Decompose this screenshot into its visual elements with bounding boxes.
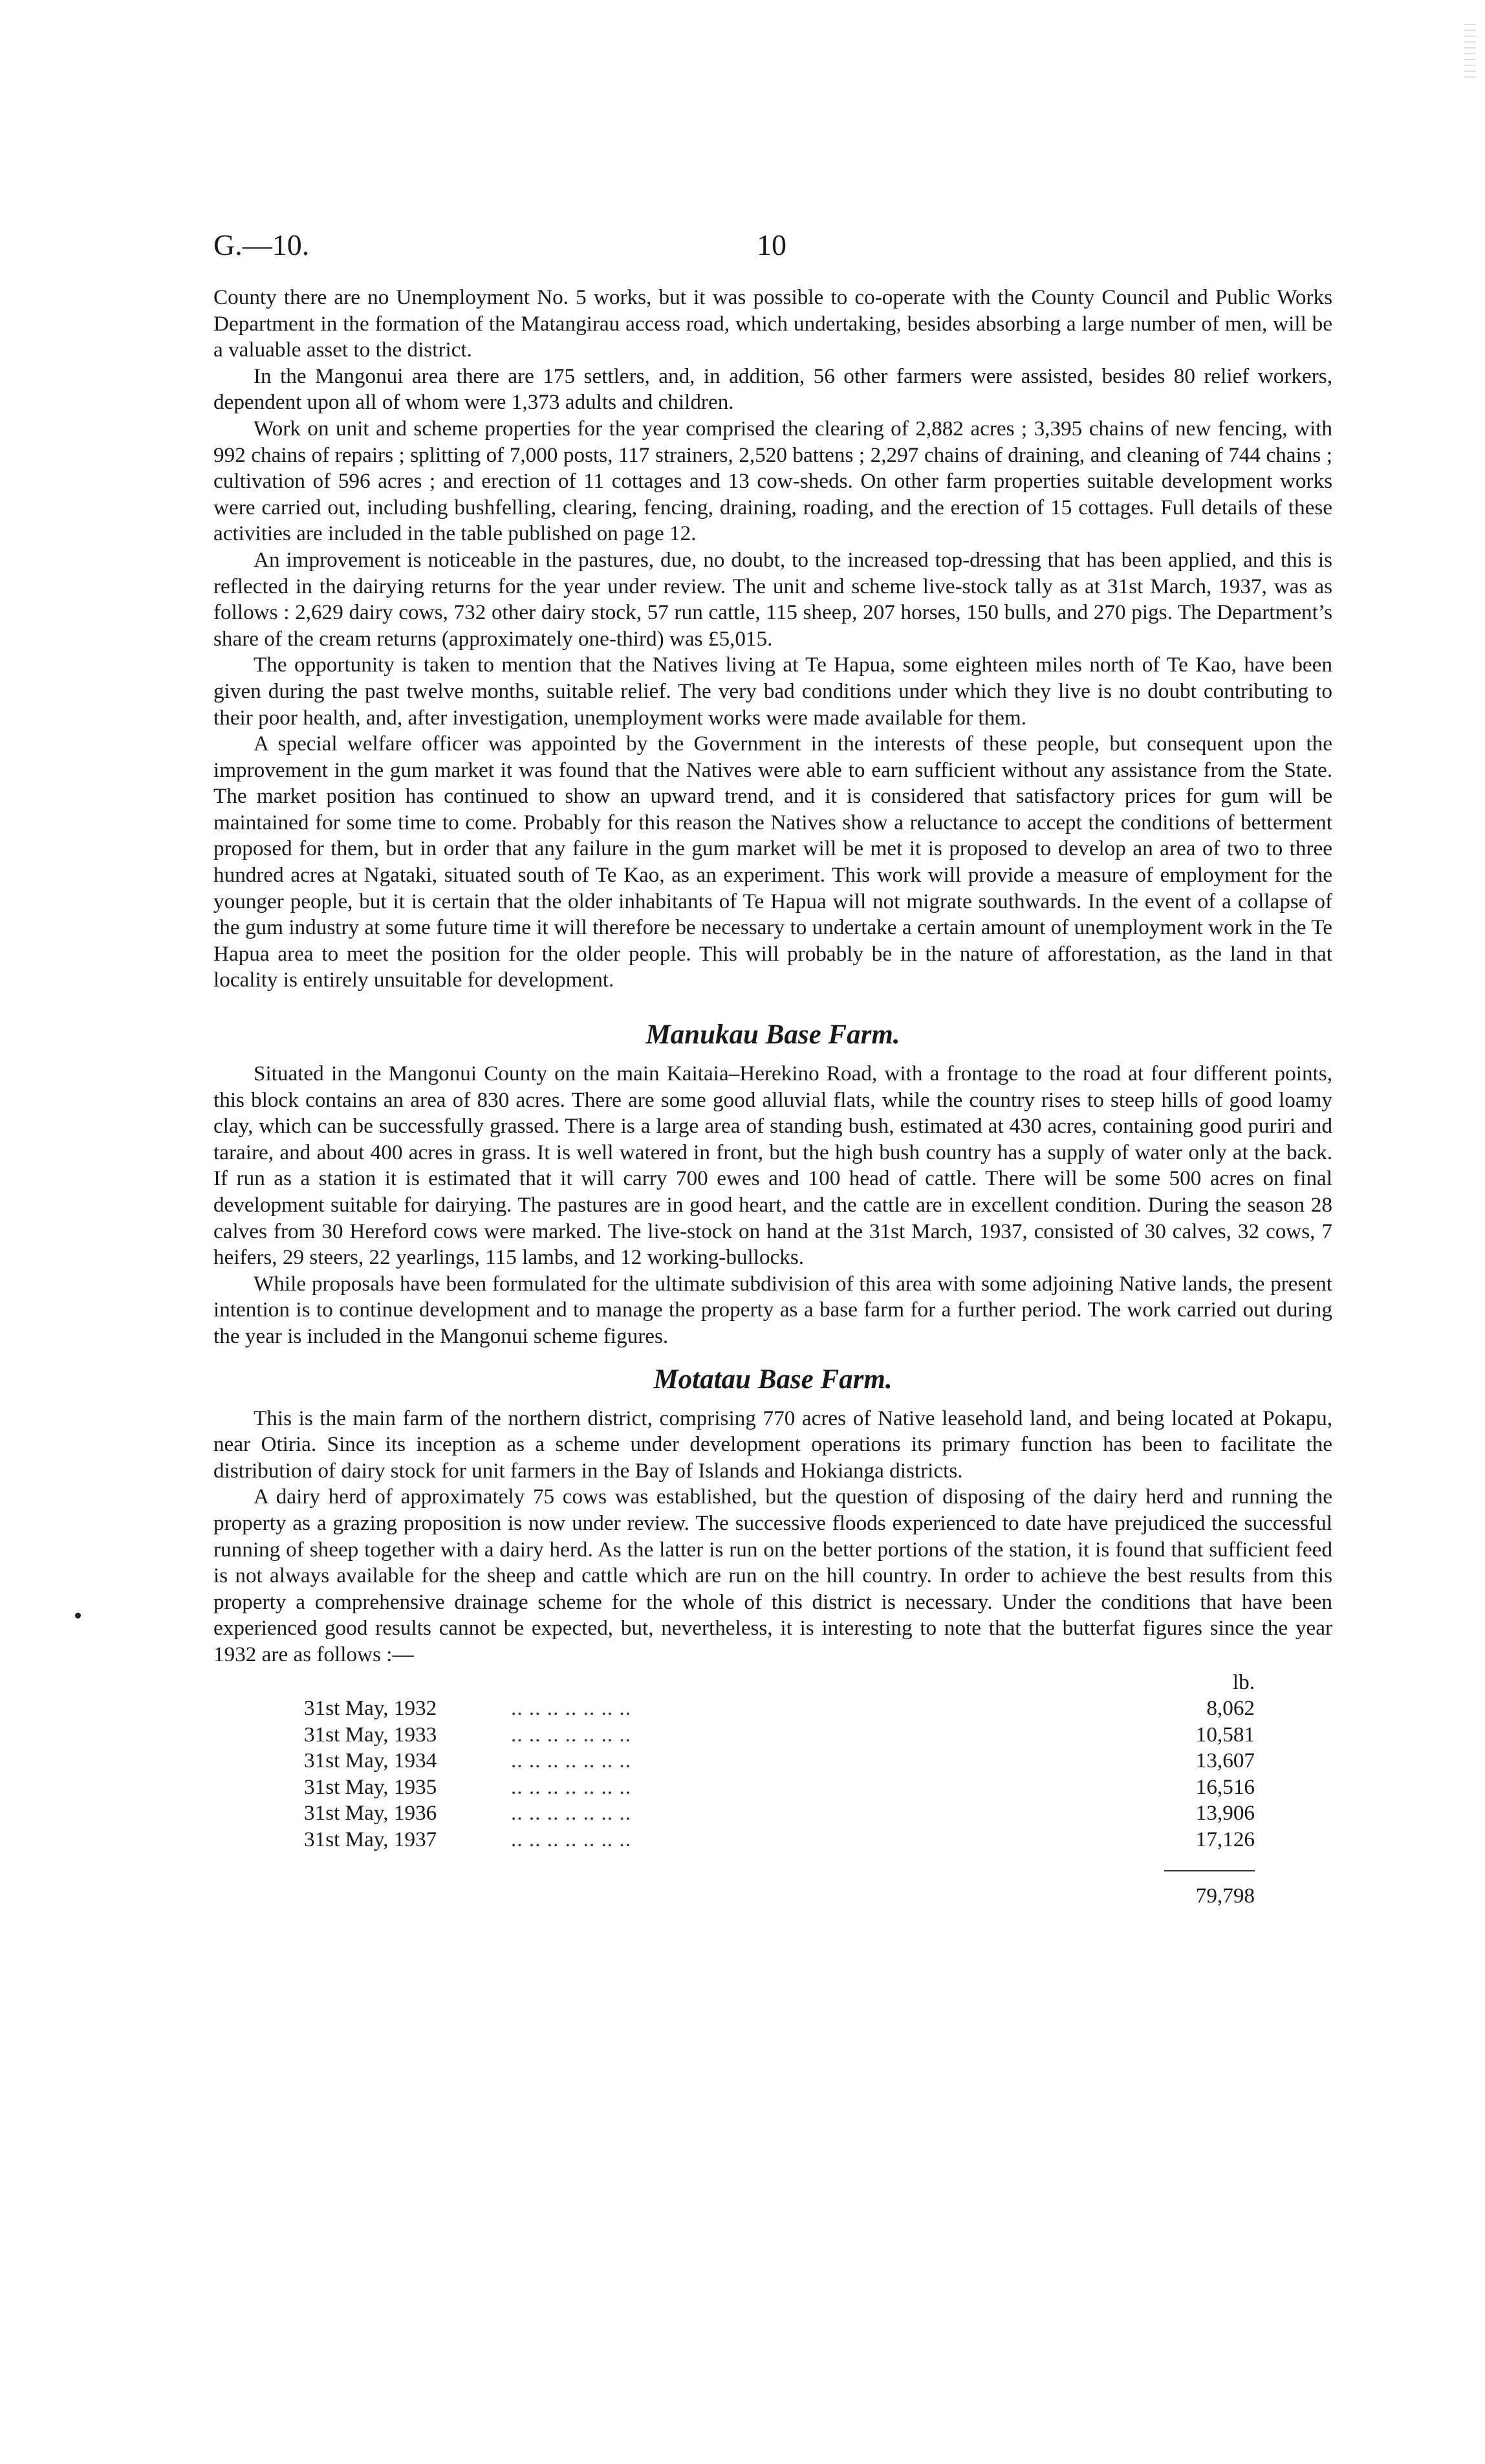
butterfat-total: 79,798 — [1195, 1883, 1255, 1908]
table-row — [304, 1695, 1255, 1722]
paragraph: County there are no Unemployment No. 5 works, but it was possible to co-operate with the County Council and Public Works Department in the formation of the Matangirau access road, which undertaking, besides absorbing a large number of men, will be a valuable asset to the district. — [213, 285, 1332, 362]
scan-edge-mark — [1464, 19, 1476, 78]
paragraph: This is the main farm of the northern district, comprising 770 acres of Native leasehold land, and being located at Pokapu, near Otiria. Since its inception as a scheme under development operations its primary function has been to facilitate the distribution of dairy stock for unit farmers in the Bay of Islands and Hokianga districts. — [213, 1406, 1332, 1483]
butterfat-table — [304, 1695, 1255, 1853]
table-row — [304, 1774, 1255, 1801]
section-heading-motatau: Motatau Base Farm. — [653, 1364, 893, 1395]
paragraph: The opportunity is taken to mention that the Natives living at Te Hapua, some eighteen miles north of Te Kao, have been given during the past twelve months, suitable relief. The very bad conditions under which they live is no doubt contributing to their poor health, and, after investigation, unemployment works were made available for them. — [213, 653, 1332, 730]
butterfat-value: 8,062 — [1206, 1696, 1255, 1721]
leader-dots: .. .. .. .. .. .. .. — [511, 1696, 631, 1721]
butterfat-date: 31st May, 1932 — [304, 1696, 437, 1721]
page-number: 10 — [757, 228, 786, 261]
butterfat-date: 31st May, 1933 — [304, 1722, 437, 1747]
butterfat-value: 13,607 — [1195, 1749, 1255, 1773]
butterfat-date: 31st May, 1936 — [304, 1801, 437, 1826]
total-rule — [1164, 1870, 1255, 1871]
leader-dots: .. .. .. .. .. .. .. — [511, 1774, 631, 1799]
butterfat-value: 10,581 — [1195, 1722, 1255, 1747]
butterfat-unit-label: lb. — [1232, 1670, 1255, 1694]
paragraph: A special welfare officer was appointed by the Government in the interests of these people, but consequent upon the improvement in the gum market it was found that the Natives were able to earn sufficient without any assistance from the State. The market position has continued to show an upward trend, and it is considered that satisfactory prices for gum will be maintained for some time to come. Probably for this reason the Natives show a reluctance to accept the conditions of betterment proposed for them, but in order that any failure in the gum market will be met it is proposed to develop an area of two to three hundred acres at Ngataki, situated south of Te Kao, as an experiment. This work will provide a measure of employment for the younger people, but it is certain that the older inhabitants of Te Hapua will not migrate southwards. In the event of a collapse of the gum industry at some future time it will therefore be necessary to undertake a certain amount of unemployment work in the Te Hapua area to meet the position for the older people. This will probably be in the nature of afforestation, as the land in that locality is entirely unsuitable for development. — [213, 732, 1332, 992]
butterfat-value: 13,906 — [1195, 1801, 1255, 1826]
section-heading-manukau: Manukau Base Farm. — [645, 1019, 900, 1051]
paragraph: A dairy herd of approximately 75 cows was established, but the question of disposing of the dairy herd and running the property as a grazing proposition is now under review. The successive floods experienced to date have prejudiced the successful running of sheep together with a dairy herd. As the latter is run on the better portions of the station, it is found that sufficient feed is not always available for the sheep and cattle which are run on the hill country. In order to achieve the best results from this property a comprehensive drainage scheme for the whole of this district is necessary. Under the conditions that have been experienced good results cannot be expected, but, nevertheless, it is interesting to note that the butterfat figures since the year 1932 are as follows :— — [213, 1485, 1332, 1666]
paragraph: While proposals have been formulated for the ultimate subdivision of this area with some adjoining Native lands, the present intention is to continue development and to manage the property as a base farm for a further period. The work carried out during the year is included in the Mangonui scheme figures. — [213, 1271, 1332, 1348]
margin-dot-mark — [75, 1613, 81, 1619]
paragraph: An improvement is noticeable in the pastures, due, no doubt, to the increased top-dressing that has been applied, and this is reflected in the dairying returns for the year under review. The unit and scheme live-stock tally as at 31st March, 1937, was as follows : 2,629 dairy cows, 732 other dairy stock, 57 run cattle, 115 sheep, 207 horses, 150 bulls, and 270 pigs. The Department’s share of the cream returns (approximately one-third) was £5,015. — [213, 547, 1332, 651]
butterfat-date: 31st May, 1937 — [304, 1827, 437, 1852]
leader-dots: .. .. .. .. .. .. .. — [511, 1827, 631, 1852]
butterfat-date: 31st May, 1934 — [304, 1749, 437, 1773]
leader-dots: .. .. .. .. .. .. .. — [511, 1801, 631, 1826]
page-body — [213, 285, 1332, 1909]
table-row — [304, 1722, 1255, 1749]
paragraph: Work on unit and scheme properties for the year comprised the clearing of 2,882 acres ; 3,395 chains of new fencing, with 992 chains of repairs ; splitting of 7,000 posts, 117 strainers, 2,520 battens ; 2,297 chains of draining, and cleaning of 744 chains ; cultivation of 596 acres ; and erection of 11 cottages and 13 cow-sheds. On other farm properties suitable development works were carried out, including bushfelling, clearing, fencing, draining, roading, and the erection of 15 cottages. Full details of these activities are included in the table published on page 12. — [213, 416, 1332, 546]
page-header — [213, 228, 1339, 267]
leader-dots: .. .. .. .. .. .. .. — [511, 1749, 631, 1773]
butterfat-date: 31st May, 1935 — [304, 1774, 437, 1799]
paragraph: In the Mangonui area there are 175 settlers, and, in addition, 56 other farmers were assisted, besides 80 relief workers, dependent upon all of whom were 1,373 adults and children. — [213, 364, 1332, 415]
leader-dots: .. .. .. .. .. .. .. — [511, 1722, 631, 1747]
document-reference: G.—10. — [213, 228, 310, 261]
butterfat-value: 17,126 — [1195, 1827, 1255, 1852]
table-row — [304, 1827, 1255, 1853]
paragraph: Situated in the Mangonui County on the main Kaitaia–Herekino Road, with a frontage to the road at four different points, this block contains an area of 830 acres. There are some good alluvial flats, while the country rises to steep hills of good loamy clay, which can be successfully grassed. There is a large area of standing bush, estimated at 430 acres, containing good puriri and taraire, and about 400 acres in grass. It is well watered in front, but the high bush country has a supply of water only at the back. If run as a station it is estimated that it will carry 700 ewes and 100 head of cattle. There will be some 500 acres on final development suitable for dairying. The pastures are in good heart, and the cattle are in excellent condition. During the season 28 calves from 30 Hereford cows were marked. The live-stock on hand at the 31st March, 1937, consisted of 30 calves, 32 cows, 7 heifers, 29 steers, 22 yearlings, 115 lambs, and 12 working-bullocks. — [213, 1062, 1332, 1270]
table-row — [304, 1800, 1255, 1827]
table-row — [304, 1748, 1255, 1774]
butterfat-value: 16,516 — [1195, 1774, 1255, 1799]
